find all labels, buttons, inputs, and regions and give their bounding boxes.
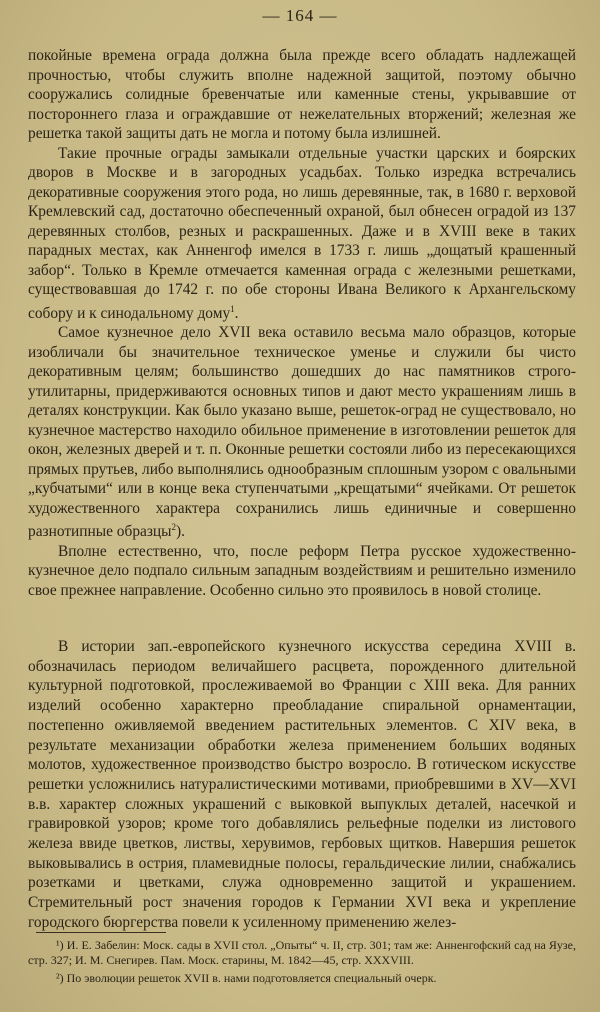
text-section-2 [28,637,576,933]
paragraph-text: Такие прочные ограды замыкали отдельные участки царских и боярских дворов в Москве и в загородных усадьбах. Только изредка встречались декоративные сооружения этого рода, но лишь деревянные, так, в 1680 г. верховой Кремлевский сад, достаточно обеспеченный охраной, был обнесен оградой из 137 деревянных столбов, резных и раскрашенных. Даже и в XVIII веке в таких парадных местах, как Анненгоф имелся в 1733 г. лишь „дощатый крашенный забор“. Только в Кремле отмечается каменная ограда с железными решетками, существовавшая до 1742 г. по обе стороны Ивана Великого к Архангельскому собору и к синодальному дому [28,144,576,322]
footnote-ref: 1 [230,303,235,314]
text-section-1 [28,46,576,600]
paragraph: В истории зап.-европейского кузнечного искусства середина XVIII в. обозначилась периодом величайшего расцвета, порожденного длительной культурной подготовкой, прослеживаемой во Франции с XIII века. Для ранних изделий особенно характерно преобладание спиральной орнаментации, постепенно оживляемой введением растительных элементов. С XIV века, в результате механизации обработки железа применением больших водяных молотов, художественное производство быстро возросло. В готическом искусстве решетки усложнились натуралистическими мотивами, приобревшими в XV—XVI в.в. характер сложных украшений с выковкой выпуклых деталей, насечкой и гравировкой узоров; кроме того добавлялись рельефные поделки из листового железа ввиде цветков, листвы, херувимов, гербовых щитков. Навершия решеток выковывались в острия, пламевидные полосы, геральдические лилии, снабжались розетками и цветками, служа одновременно защитой и украшением. Стремительный рост значения городов к Германии XVI века и укрепление городского бюргерства повели к усиленному применению желез- [28,638,576,931]
page-number: — 164 — [262,6,338,25]
footnote-divider [36,932,166,933]
paragraph [28,144,576,324]
paragraph [28,323,576,542]
paragraph-end: ). [176,523,185,541]
paragraph: Вполне естественно, что, после реформ Петра русское художественно-кузнечное дело подпало сильным западным воздействиям и решительно изменило свое прежнее направление. Особенно сильно это проявилось в новой столице. [28,542,576,599]
footnotes [28,938,576,986]
footnote-1: ¹) И. Е. Забелин: Моск. сады в XVII стол. „Опыты“ ч. II, стр. 301; там же: Анненгофский сад на Яузе, стр. 327; И. М. Снегирев. Пам. Моск. старины, М. 1842—45, стр. XXXVIII. [28,938,576,967]
paragraph: покойные времена ограда должна была прежде всего обладать надлежащей прочностью, чтобы служить вполне надежной защитой, поэтому обычно сооружались солидные бревенчатые или каменные стены, укрывавшие от постороннего глаза и ограждавшие от нежелательных вторжений; железная же решетка такой защиты дать не могла и потому была излишней. [28,47,576,142]
paragraph-text: Самое кузнечное дело XVII века оставило весьма мало образцов, которые изобличали бы значительное техническое уменье и служили бы чисто декоративным целям; большинство дошедших до нас памятников строго-утилитарны, придерживаются основных типов и дают место украшениям лишь в деталях конструкции. Как было указано выше, решеток-оград не существовало, но кузнечное мастерство находило обильное применение в изготовлении решеток для окон, железных дверей и т. п. Оконные решетки состояли либо из пересекающихся прямых прутьев, либо выполнялись однообразным сплошным узором с овальными „кубчатыми“ или в конце века ступенчатыми „крещатыми“ ячейками. От решеток художественного характера сохранились лишь единичные и совершенно разнотипные образцы [28,324,576,541]
footnote-ref: 2 [171,522,176,533]
footnote-2: ²) По эволюции решеток XVII в. нами подготовляется специальный очерк. [56,971,437,985]
paragraph-end: . [234,304,239,322]
